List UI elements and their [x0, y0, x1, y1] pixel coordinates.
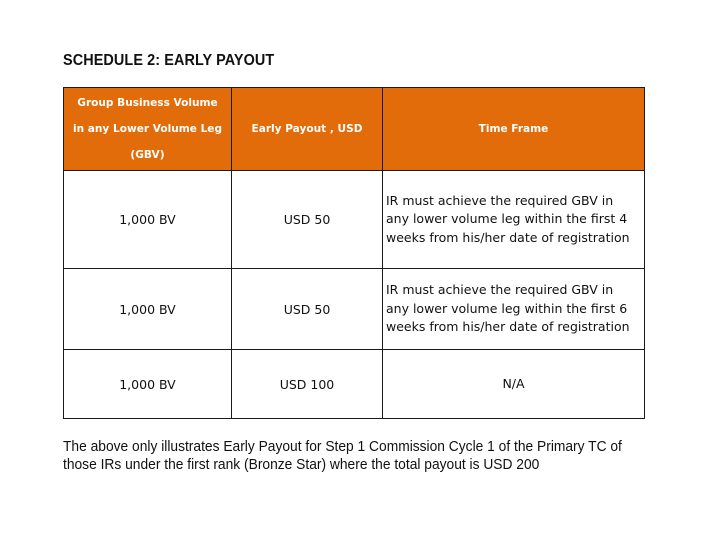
early-payout-table: [63, 87, 645, 419]
payout-cell: USD 50: [232, 269, 383, 350]
header-time-frame: Time Frame: [383, 88, 645, 171]
gbv-cell: 1,000 BV: [64, 350, 232, 419]
table-header-row: [64, 88, 645, 171]
timeframe-line: any lower volume leg within the first 6: [386, 300, 628, 316]
table-row: [64, 171, 645, 269]
header-gbv-line-2: in any Lower Volume Leg: [72, 122, 223, 135]
timeframe-line: IR must achieve the required GBV in: [386, 282, 614, 298]
table-row: [64, 350, 645, 419]
timeframe-cell: [383, 171, 645, 269]
gbv-cell: 1,000 BV: [64, 171, 232, 269]
footnote: [63, 438, 633, 474]
timeframe-cell: [383, 269, 645, 350]
footnote-line-1: The above only illustrates Early Payout for Step 1 Commission Cycle 1 of the Primary TC of: [63, 438, 622, 455]
gbv-cell: 1,000 BV: [64, 269, 232, 350]
timeframe-cell: N/A: [383, 350, 645, 419]
header-early-payout: Early Payout , USD: [232, 88, 383, 171]
header-gbv: [64, 88, 232, 171]
header-gbv-line-1: Group Business Volume: [77, 96, 218, 109]
header-gbv-line-3: (GBV): [130, 148, 165, 161]
footnote-line-2: those IRs under the first rank (Bronze Star) where the total payout is USD 200: [63, 456, 540, 473]
timeframe-line: weeks from his/her date of registration: [386, 319, 630, 335]
timeframe-line: IR must achieve the required GBV in: [386, 192, 614, 208]
schedule-heading: SCHEDULE 2: EARLY PAYOUT: [63, 52, 275, 69]
payout-cell: USD 100: [232, 350, 383, 419]
payout-cell: USD 50: [232, 171, 383, 269]
table-row: [64, 269, 645, 350]
timeframe-line: any lower volume leg within the first 4: [386, 211, 628, 227]
timeframe-line: weeks from his/her date of registration: [386, 229, 630, 245]
